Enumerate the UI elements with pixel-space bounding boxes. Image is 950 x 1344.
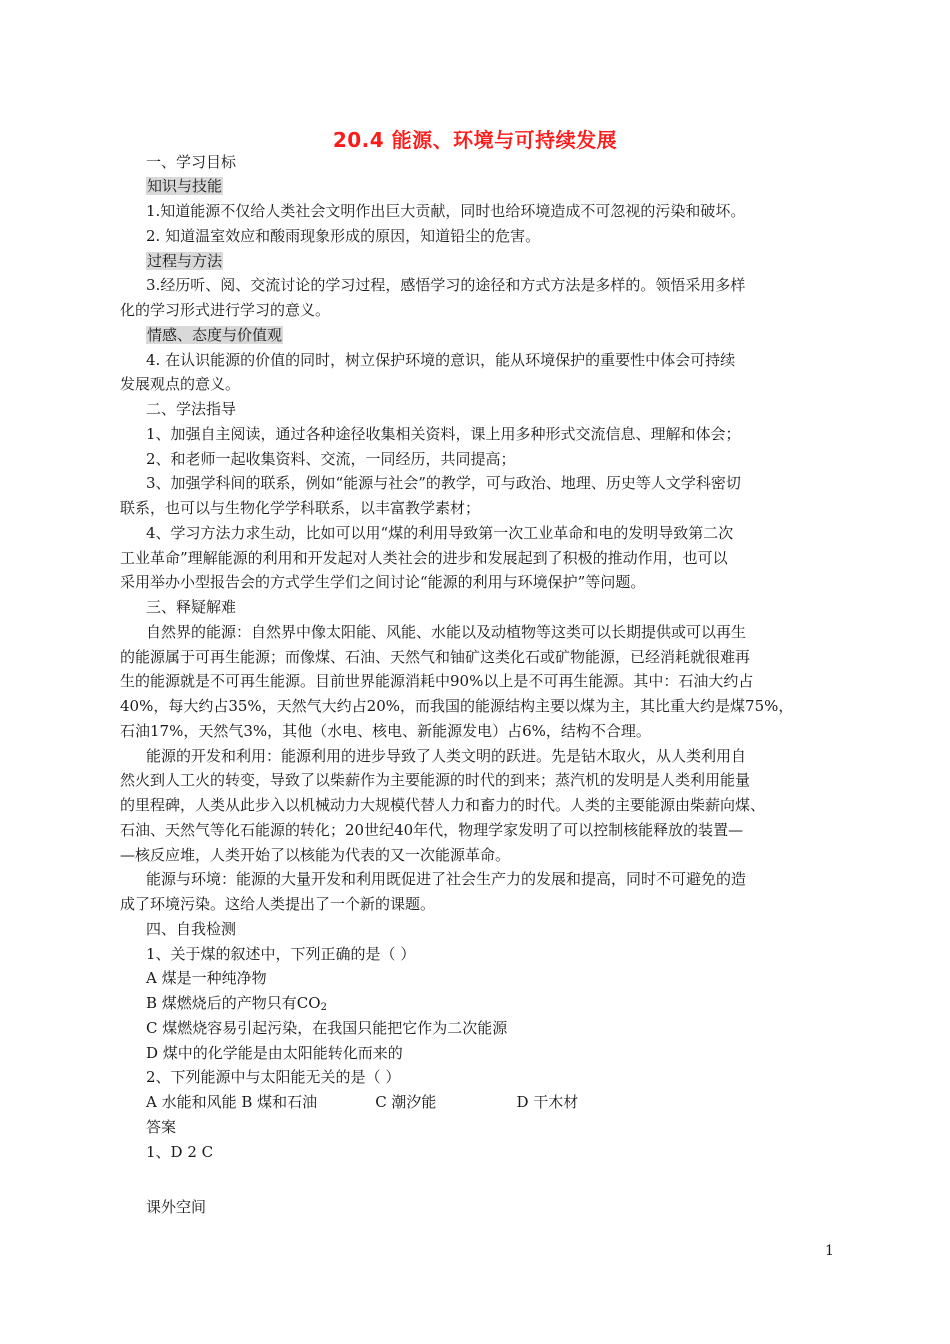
question-2: 2、下列能源中与太阳能无关的是（ ） — [146, 1068, 401, 1086]
question-2-option-c: C 潮汐能 — [375, 1093, 437, 1111]
extra-space-heading: 课外空间 — [146, 1198, 207, 1216]
method-item-2: 2、和老师一起收集资料、交流，一同经历，共同提高； — [146, 450, 516, 468]
goal-item-3-line1: 3.经历听、阅、交流讨论的学习过程，感悟学习的途径和方式方法是多样的。领悟采用多样 — [146, 276, 746, 294]
goal-item-2: 2. 知道温室效应和酸雨现象形成的原因，知道铅尘的危害。 — [146, 227, 541, 245]
method-item-4-line3: 采用举办小型报告会的方式学生学们之间讨论“能源的利用与环境保护”等问题。 — [120, 573, 646, 591]
page-title: 20.4 能源、环境与可持续发展 — [332, 128, 618, 152]
explain-nature-line3: 生的能源就是不可再生能源。目前世界能源消耗中90%以上是不可再生能源。其中：石油大约占 — [120, 672, 754, 690]
goal-item-1: 1.知道能源不仅给人类社会文明作出巨大贡献，同时也给环境造成不可忽视的污染和破坏。 — [146, 202, 746, 220]
method-item-4-line2: 工业革命”理解能源的利用和开发起对人类社会的进步和发展起到了积极的推动作用，也可以 — [120, 549, 728, 567]
goal-item-4-line2: 发展观点的意义。 — [120, 375, 241, 393]
question-1-option-c: C 煤燃烧容易引起污染，在我国只能把它作为二次能源 — [146, 1019, 508, 1037]
question-2-options — [146, 1090, 578, 1114]
method-item-3-line2: 联系，也可以与生物化学学科联系，以丰富教学素材； — [120, 499, 481, 517]
method-item-3-line1: 3、加强学科间的联系，例如“能源与社会”的教学，可与政治、地理、历史等人文学科密切 — [146, 474, 741, 492]
question-2-option-b: B 煤和石油 — [241, 1093, 318, 1111]
page-number: 1 — [825, 1243, 834, 1259]
question-1: 1、关于煤的叙述中，下列正确的是（ ） — [146, 945, 416, 963]
explain-dev-line4: 石油、天然气等化石能源的转化；20世纪40年代，物理学家发明了可以控制核能释放的装置— — [120, 821, 744, 839]
explain-dev-line5: —核反应堆，人类开始了以核能为代表的又一次能源革命。 — [120, 846, 511, 864]
subheading-process: 过程与方法 — [147, 252, 223, 270]
explain-env-line1: 能源与环境：能源的大量开发和利用既促进了社会生产力的发展和提高，同时不可避免的造 — [146, 870, 747, 888]
goal-item-3-line2: 化的学习形式进行学习的意义。 — [120, 301, 331, 319]
explain-dev-line3: 的里程碑，人类从此步入以机械动力大规模代替人力和畜力的时代。人类的主要能源由柴薪向煤、 — [120, 796, 766, 814]
explain-dev-line1: 能源的开发和利用：能源利用的进步导致了人类文明的跃进。先是钻木取火，从人类利用自 — [146, 747, 747, 765]
explain-nature-line4: 40%，每大约占35%，天然气大约占20%，而我国的能源结构主要以煤为主，其比重大约是煤75%， — [120, 697, 794, 715]
question-1-option-d: D 煤中的化学能是由太阳能转化而来的 — [146, 1044, 403, 1062]
question-2-option-d: D 干木材 — [516, 1093, 579, 1111]
explain-nature-line1: 自然界的能源：自然界中像太阳能、风能、水能以及动植物等这类可以长期提供或可以再生 — [146, 623, 747, 641]
answer-text: 1、D 2 C — [146, 1143, 214, 1161]
goal-item-4-line1: 4. 在认识能源的价值的同时，树立保护环境的意识，能从环境保护的重要性中体会可持续 — [146, 351, 736, 369]
explain-env-line2: 成了环境污染。这给人类提出了一个新的课题。 — [120, 895, 436, 913]
question-1-option-a: A 煤是一种纯净物 — [146, 969, 267, 987]
section-heading-goals: 一、学习目标 — [146, 153, 237, 171]
question-2-option-a: A 水能和风能 — [146, 1093, 237, 1111]
subheading-knowledge: 知识与技能 — [147, 177, 223, 195]
subscript-2: 2 — [320, 1002, 327, 1013]
method-item-1: 1、加强自主阅读，通过各种途径收集相关资料，课上用多种形式交流信息、理解和体会； — [146, 425, 741, 443]
subheading-attitude: 情感、态度与价值观 — [147, 326, 283, 344]
answer-label: 答案 — [146, 1118, 177, 1136]
explain-nature-line2: 的能源属于可再生能源；而像煤、石油、天然气和铀矿这类化石或矿物能源，已经消耗就很难再 — [120, 648, 751, 666]
method-item-4-line1: 4、学习方法力求生动，比如可以用“煤的利用导致第一次工业革命和电的发明导致第二次 — [146, 524, 734, 542]
section-heading-method: 二、学法指导 — [146, 400, 237, 418]
question-1-option-b: B 煤燃烧后的产物只有$CO_2$ — [146, 994, 327, 1013]
section-heading-check: 四、自我检测 — [146, 920, 237, 938]
section-heading-explain: 三、释疑解难 — [146, 598, 237, 616]
explain-nature-line5: 石油17%，天然气3%，其他（水电、核电、新能源发电）占6%，结构不合理。 — [120, 722, 651, 740]
explain-dev-line2: 然火到人工火的转变，导致了以柴薪作为主要能源的时代的到来；蒸汽机的发明是人类利用能量 — [120, 771, 751, 789]
